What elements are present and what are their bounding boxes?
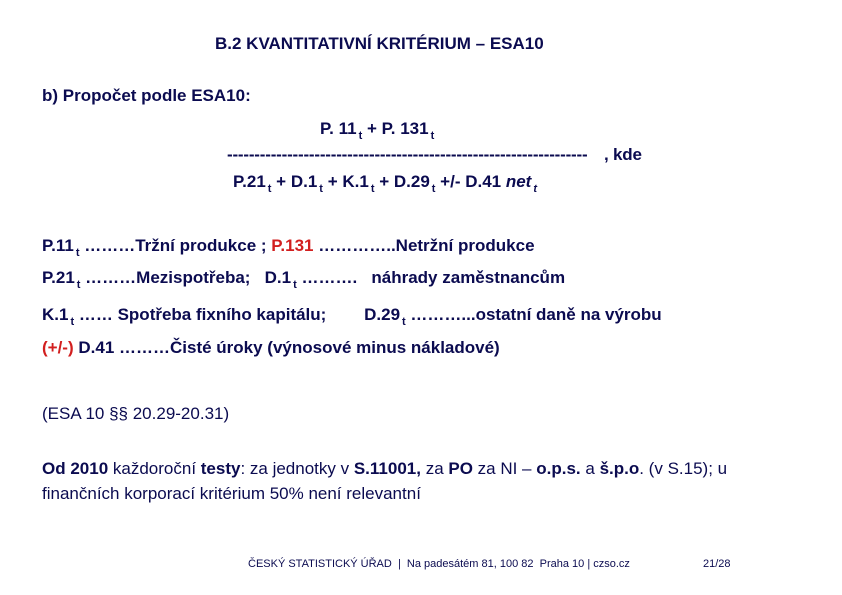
para-spo: š.p.o <box>599 459 640 478</box>
subscript-t: t <box>533 183 538 195</box>
formula-d41: +/- D.41 <box>435 172 506 191</box>
def-k1-text: …… Spotřeba fixního kapitálu; D.29 <box>74 305 401 324</box>
def-d1-text: ………. náhrady zaměstnancům <box>296 268 566 287</box>
para-s11001: S.11001, <box>353 459 421 478</box>
formula-d1: + D.1 <box>271 172 318 191</box>
footer-address: ČESKÝ STATISTICKÝ ÚŘAD | Na padesátém 81, 100 82 Praha 10 | czso.cz <box>248 558 630 570</box>
para-od: Od 2010 <box>42 459 109 478</box>
subscript-t: t <box>358 130 363 142</box>
annual-tests-paragraph <box>42 456 802 506</box>
def-d41-text: D.41 ………Čisté úroky (výnosové minus nákladové) <box>73 338 500 357</box>
formula-denominator <box>233 172 538 195</box>
def-d29-text: ………...ostatní daně na výrobu <box>405 305 662 324</box>
page-number: 21/28 <box>703 558 731 570</box>
para-ops: o.p.s. <box>536 459 581 478</box>
subscript-t: t <box>76 279 81 291</box>
definition-line-4 <box>42 338 500 358</box>
formula-d29: + D.29 <box>374 172 430 191</box>
subscript-t: t <box>319 183 323 195</box>
definition-line-1 <box>42 236 535 259</box>
divider-dashes: ------------------------------------------------------------------ <box>227 145 588 164</box>
def-p11: P.11 <box>42 236 74 255</box>
para-t1: každoroční <box>108 459 201 478</box>
para-t5: a <box>580 459 600 478</box>
def-p131-text: …………..Netržní produkce <box>313 236 535 255</box>
formula-p11: P. 11 <box>320 119 357 138</box>
subscript-t: t <box>267 183 272 195</box>
subheading: b) Propočet podle ESA10: <box>42 86 251 105</box>
para-t6: . (v S.15); u finančních korporací kritérium 50% není relevantní <box>42 459 732 503</box>
subscript-t: t <box>431 183 436 195</box>
para-po: PO <box>448 459 473 478</box>
def-p21: P.21 <box>42 268 75 287</box>
formula-divider <box>227 145 642 165</box>
formula-p131: P. 131 <box>381 119 429 138</box>
para-testy: testy <box>200 459 241 478</box>
subscript-t: t <box>75 247 80 259</box>
def-k1: K.1 <box>42 305 69 324</box>
page-title: B.2 KVANTITATIVNÍ KRITÉRIUM – ESA10 <box>215 34 544 53</box>
para-t4: za NI – <box>472 459 537 478</box>
para-t2: : za jednotky v <box>240 459 354 478</box>
formula-numerator <box>320 119 435 142</box>
formula-net: net <box>505 172 532 191</box>
subscript-t: t <box>293 279 297 291</box>
subscript-t: t <box>70 316 75 328</box>
def-d41-prefix: (+/-) <box>42 338 74 357</box>
def-p131: P.131 <box>271 236 314 255</box>
para-t3: za <box>420 459 449 478</box>
subscript-t: t <box>402 316 406 328</box>
formula-k1: + K.1 <box>322 172 369 191</box>
def-p11-text: ………Tržní produkce ; <box>79 236 272 255</box>
subscript-t: t <box>370 183 375 195</box>
esa-reference: (ESA 10 §§ 20.29-20.31) <box>42 404 230 423</box>
definition-line-3 <box>42 305 662 328</box>
subscript-t: t <box>430 130 435 142</box>
definition-line-2 <box>42 268 566 291</box>
formula-kde: , kde <box>603 145 642 164</box>
def-p21-text: ………Mezispotřeba; D.1 <box>80 268 292 287</box>
formula-p21: P.21 <box>233 172 266 191</box>
formula-plus: + <box>362 119 382 138</box>
